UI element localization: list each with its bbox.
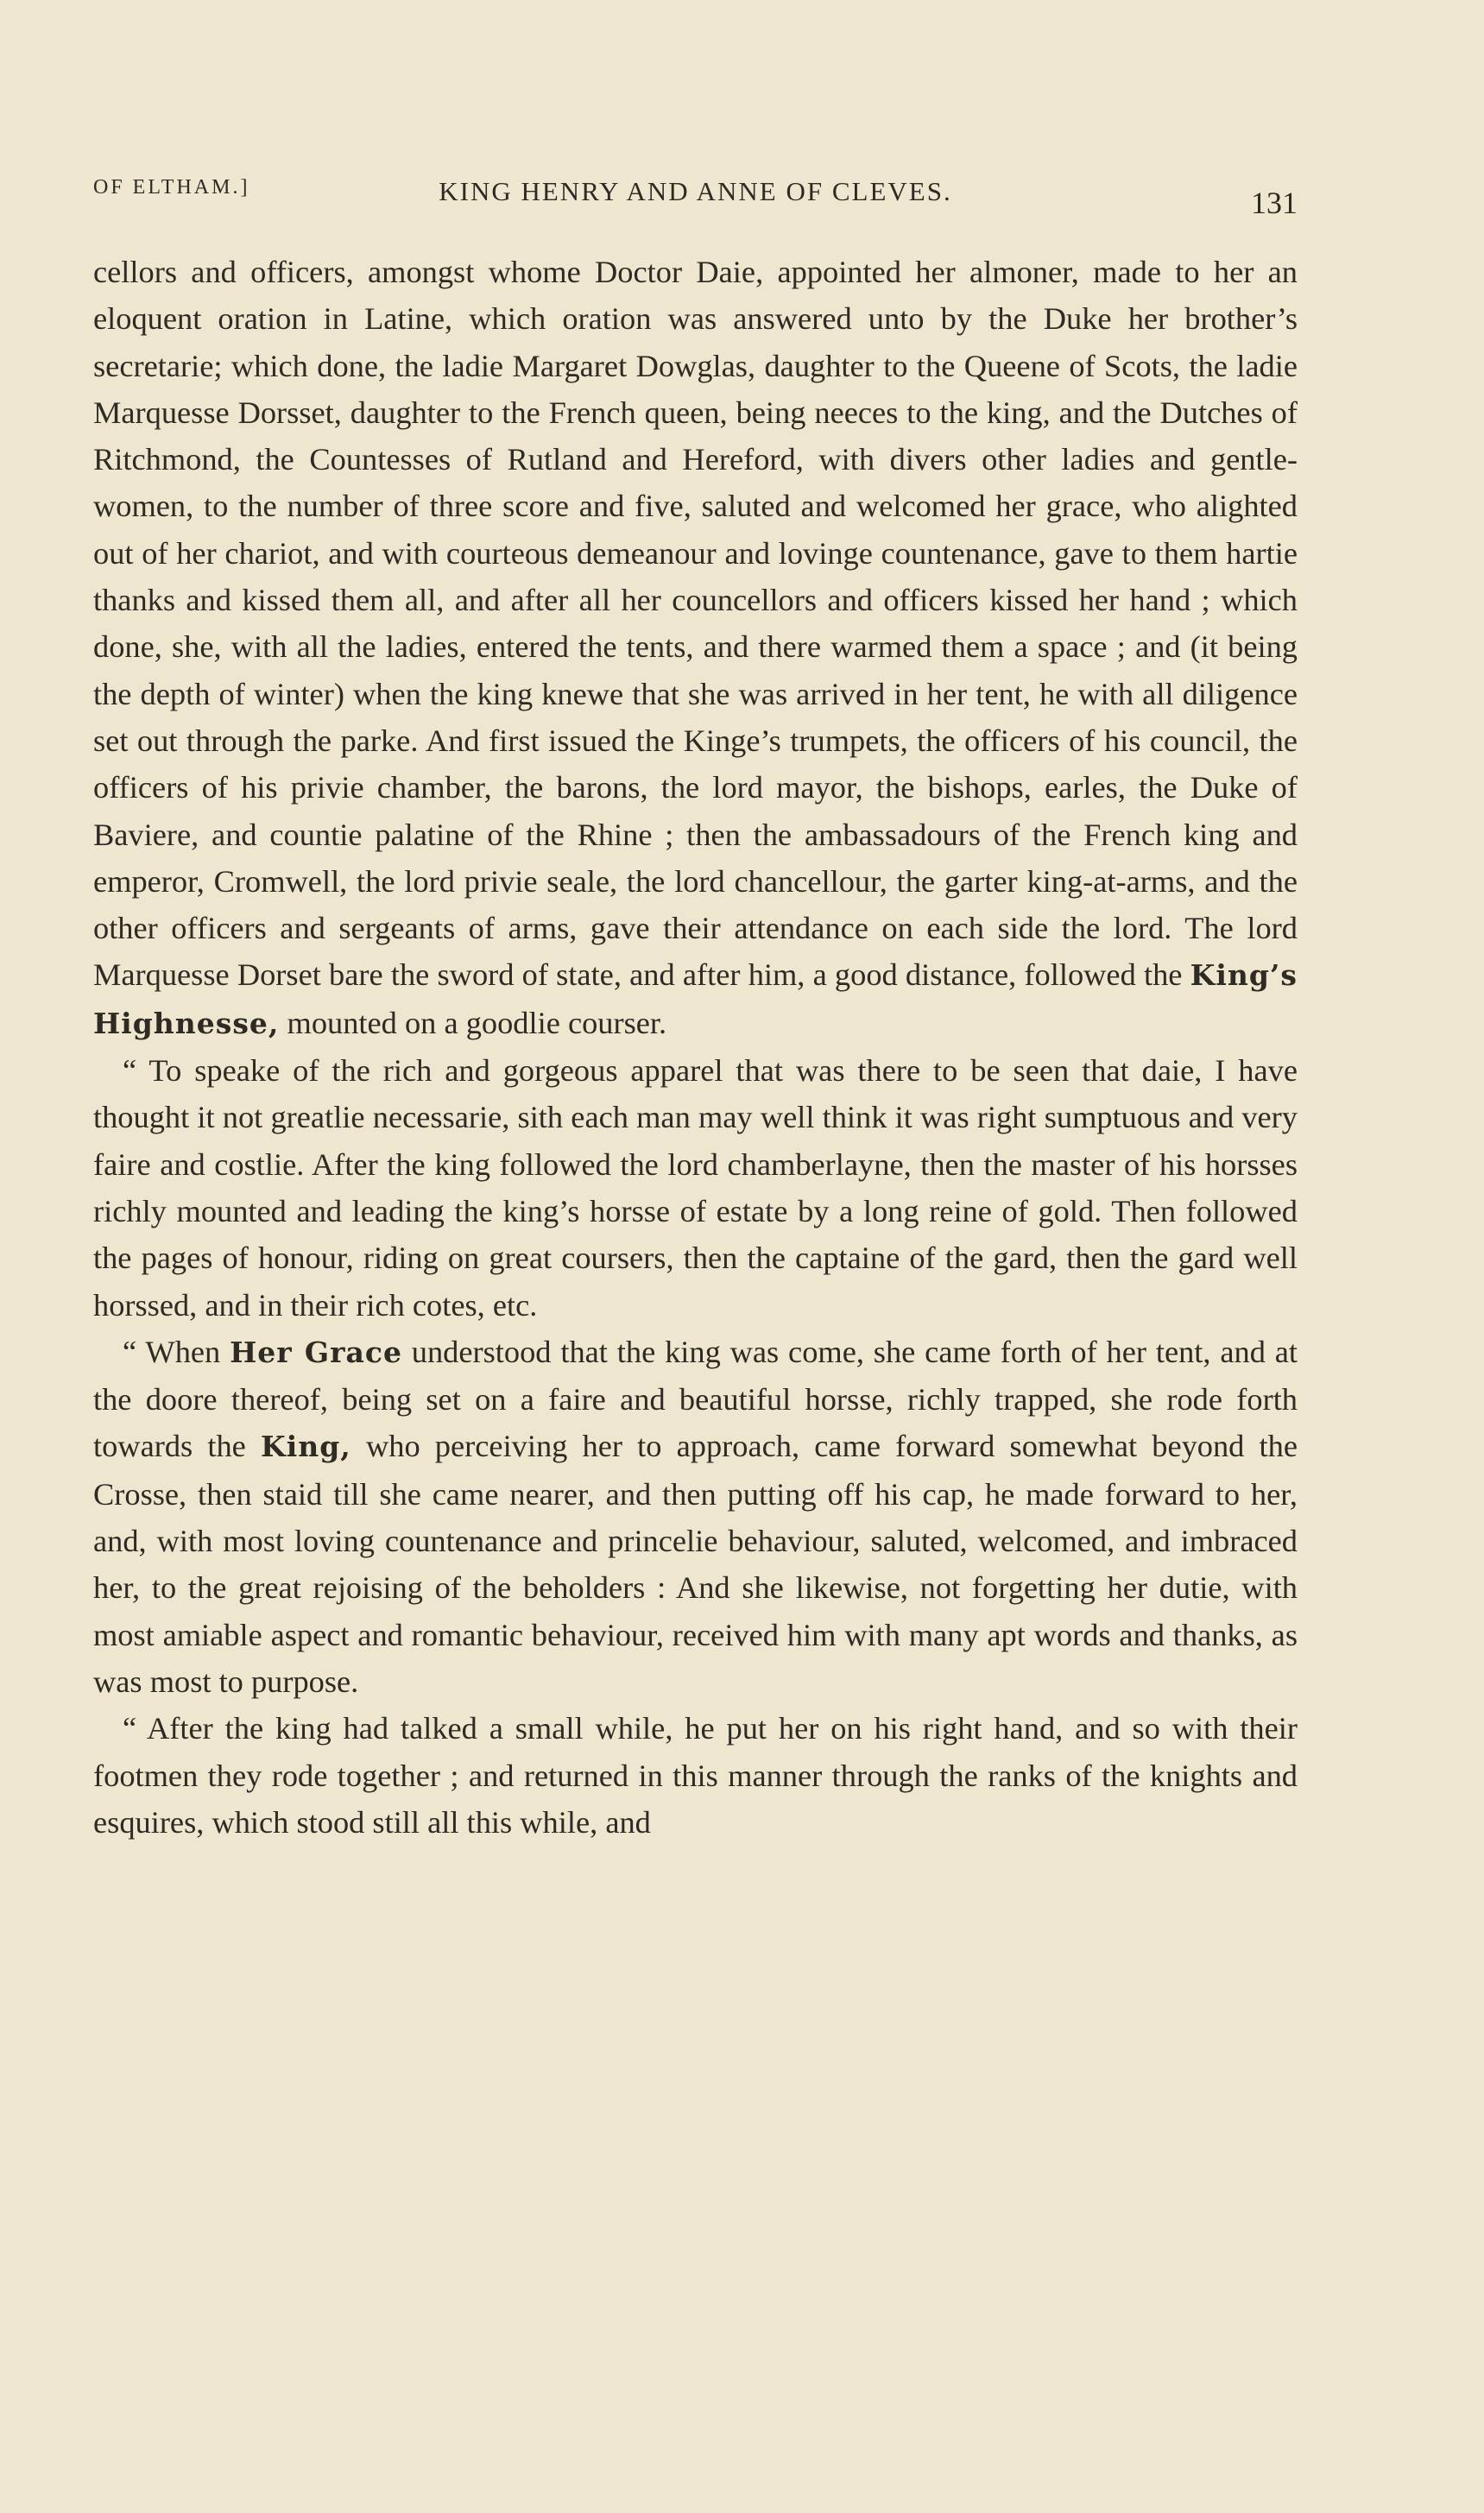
header-title: KING HENRY AND ANNE OF CLEVES. <box>439 176 952 206</box>
running-header <box>93 164 1298 220</box>
blackletter-text: King’s Highnesse, <box>93 958 1298 1040</box>
paragraph-text: who perceiving her to approach, came forward somewhat beyond the Crosse, then staid till she came nearer, and then putting off his cap, he made forward to her, and, with most loving countenance and princelie behaviour, saluted, welcomed, and imbraced her, to the great rejoising of the beholders : And she likewise, not forgetting her dutie, with most amiable aspect and romantic behaviour, received him with many apt words and thanks, as was most to purpose. <box>93 1429 1298 1699</box>
paragraph-text: “ To speake of the rich and gorgeous apparel that was there to be seen that daie, I have thought it not greatlie necessarie, sith each man may well think it was right sumptuous and very faire and costlie. After the king followed the lord chamberlayne, then the master of his horsses richly mounted and leading the king’s horsse of estate by a long reine of gold. Then followed the pages of honour, riding on great coursers, then the captaine of the gard, then the gard well horssed, and in their rich cotes, etc. <box>93 1053 1298 1323</box>
blackletter-text: Her Grace <box>230 1335 402 1369</box>
body-text <box>93 249 1298 1846</box>
paragraph-1 <box>93 249 1298 1047</box>
paragraph-3 <box>93 1329 1298 1705</box>
paragraph-text: cellors and officers, amongst whome Doctor Daie, appointed her almoner, made to her an eloquent oration in Latine, which oration was answered unto by the Duke her brother’s secretarie; which done, the ladie Margaret Dowglas, daughter to the Queene of Scots, the ladie Marquesse Dorsset, daughter to the French queen, being neeces to the king, and the Dutches of Ritchmond, the Countesses of Rutland and Hereford, with divers other ladies and gentlewomen, to the number of three score and five, saluted and welcomed her grace, who alighted out of her chariot, and with courteous demeanour and lovinge countenance, gave to them hartie thanks and kissed them all, and after all her councellors and officers kissed her hand ; which done, she, with all the ladies, entered the tents, and there warmed them a space ; and (it being the depth of winter) when the king knewe that she was arrived in her tent, he with all diligence set out through the parke. And first issued the Kinge’s trumpets, the officers of his council, the officers of his privie chamber, the barons, the lord mayor, the bishops, earles, the Duke of Baviere, and countie palatine of the Rhine ; then the ambassadours of the French king and emperor, Cromwell, the lord privie seale, the lord chancellour, the garter king-at-arms, and the other officers and sergeants of arms, gave their attendance on each side the lord. The lord Marquesse Dorset bare the sword of state, and after him, a good distance, followed the <box>93 255 1298 993</box>
header-left: OF ELTHAM.] <box>93 176 250 199</box>
paragraph-2 <box>93 1047 1298 1329</box>
paragraph-text: “ After the king had talked a small while, he put her on his right hand, and so with their footmen they rode together ; and returned in this manner through the ranks of the knights and esquires, which stood still all this while, and <box>93 1711 1298 1840</box>
paragraph-text: “ When <box>123 1334 230 1369</box>
paragraph-text: understood that the king was come, she came forth of her tent, and at the doore thereof, being set on a faire and beautiful horsse, richly trapped, she rode forth towards the <box>93 1334 1298 1464</box>
paragraph-text: mounted on a goodlie courser. <box>279 1005 667 1040</box>
page-number: 131 <box>1251 186 1298 220</box>
paragraph-4 <box>93 1705 1298 1846</box>
blackletter-text: King, <box>261 1430 351 1464</box>
